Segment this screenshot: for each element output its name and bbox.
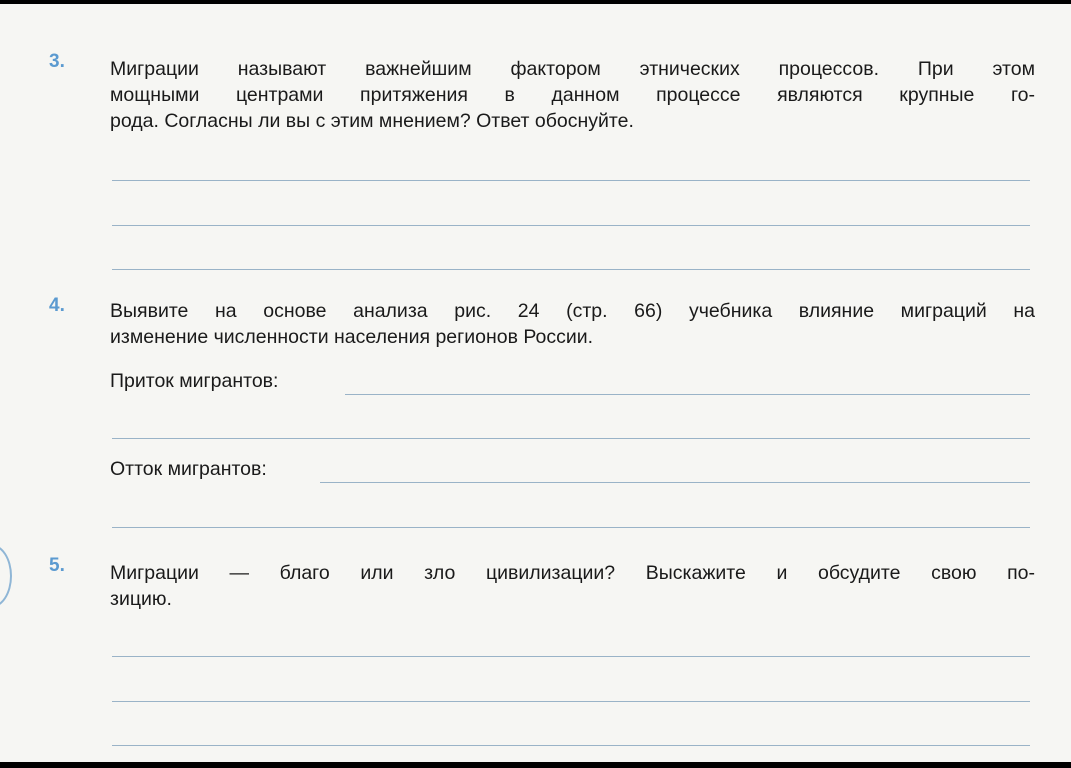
inflow-answer-line[interactable]: [345, 394, 1030, 395]
task-text: [110, 56, 1035, 134]
answer-line[interactable]: [112, 180, 1030, 181]
workbook-page: [0, 4, 1071, 762]
answer-line[interactable]: [112, 701, 1030, 702]
answer-line[interactable]: [112, 438, 1030, 439]
outflow-answer-line[interactable]: [320, 482, 1030, 483]
answer-line[interactable]: [112, 656, 1030, 657]
task-text: [110, 560, 1035, 612]
margin-circle-mark: [0, 544, 12, 608]
task-text-line: Миграции называют важнейшим фактором этнических процессов. При этом: [110, 58, 1035, 80]
task-text-line: зицию.: [110, 588, 172, 610]
answer-line[interactable]: [112, 745, 1030, 746]
outflow-label: Отток мигрантов:: [110, 458, 267, 480]
task-number: 3.: [49, 51, 65, 72]
task-text-line: рода. Согласны ли вы с этим мнением? Ответ обоснуйте.: [110, 110, 634, 132]
inflow-label: Приток мигрантов:: [110, 370, 279, 392]
task-text-line: мощными центрами притяжения в данном процессе являются крупные го-: [110, 84, 1035, 106]
task-text-line: Выявите на основе анализа рис. 24 (стр. 66) учебника влияние миграций на: [110, 300, 1035, 322]
task-number: 4.: [49, 295, 65, 316]
answer-line[interactable]: [112, 225, 1030, 226]
task-text-line: изменение численности населения регионов России.: [110, 326, 594, 348]
answer-line[interactable]: [112, 269, 1030, 270]
task-text-line: Миграции — благо или зло цивилизации? Выскажите и обсудите свою по-: [110, 562, 1035, 584]
answer-line[interactable]: [112, 527, 1030, 528]
task-text: [110, 298, 1035, 350]
task-number: 5.: [49, 555, 65, 576]
